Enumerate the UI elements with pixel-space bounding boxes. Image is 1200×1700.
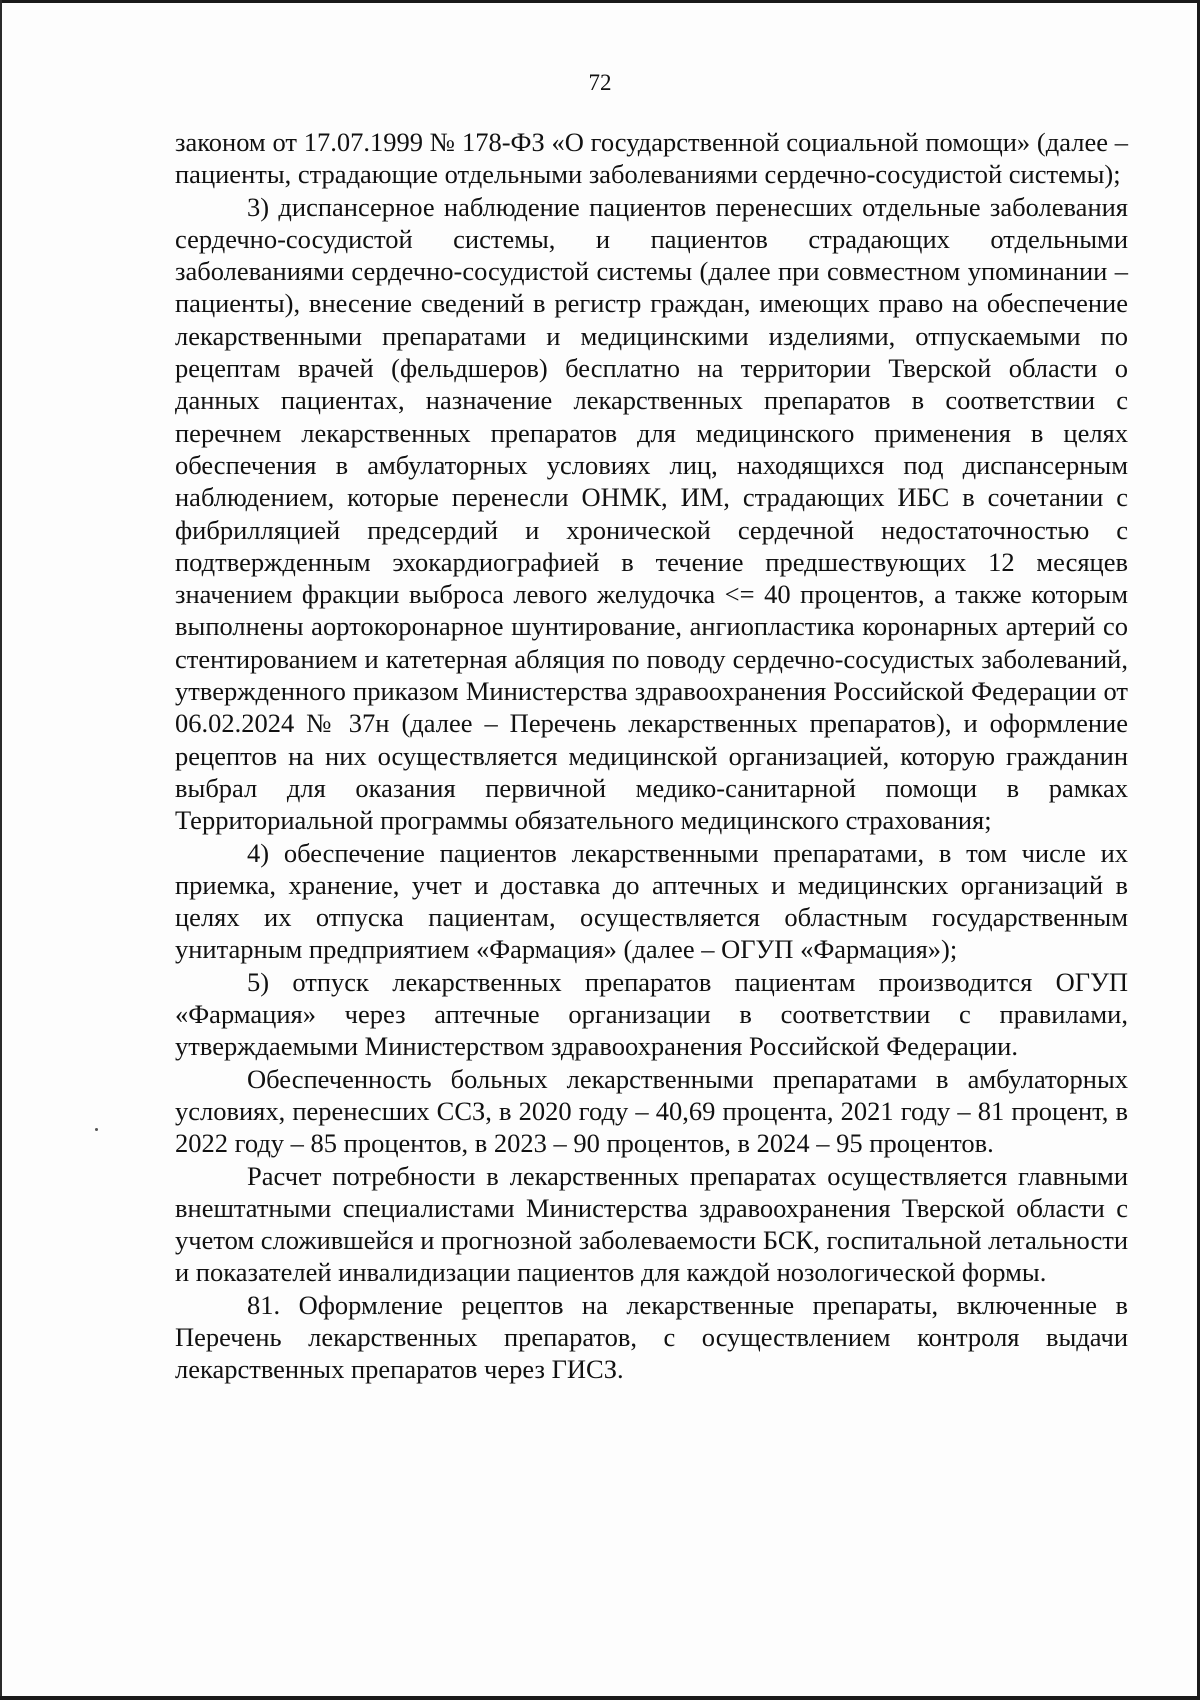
page-number: 72 — [588, 70, 612, 95]
paragraph-provision-rates: Обеспеченность больных лекарственными препаратами в амбулаторных условиях, перенесших ССЗ, в 2020 году – 40,69 процента, 2021 году – 81 процент, в 2022 году – 85 процентов, в 2023 – 90 процентов, в 2024 – 95 процентов. — [175, 1063, 1128, 1159]
scan-edge-top — [0, 0, 1200, 3]
scan-edge-left — [0, 0, 2, 1700]
paragraph-continuation: законом от 17.07.1999 № 178-ФЗ «О государственной социальной помощи» (далее – пациенты, страдающие отдельными заболеваниями сердечно-сосудистой системы); — [175, 127, 1128, 190]
paragraph-item-5: 5) отпуск лекарственных препаратов пациентам производится ОГУП «Фармация» через аптечные организации в соответствии с правилами, утверждаемыми Министерством здравоохранения Российской Федерации. — [175, 966, 1128, 1062]
paragraph-item-3: 3) диспансерное наблюдение пациентов перенесших отдельные заболевания сердечно-сосудистой системы, и пациентов страдающих отдельными заболеваниями сердечно-сосудистой системы (далее при совместном упоминании – пациенты), внесение сведений в регистр граждан, имеющих право на обеспечение лекарственными препаратами и медицинскими изделиями, отпускаемыми по рецептам врачей (фельдшеров) бесплатно на территории Тверской области о данных пациентах, назначение лекарственных препаратов в соответствии с перечнем лекарственных препаратов для медицинского применения в целях обеспечения в амбулаторных условиях лиц, находящихся под диспансерным наблюдением, которые перенесли ОНМК, ИМ, страдающих ИБС в сочетании с фибрилляцией предсердий и хронической сердечной недостаточностью с подтвержденным эхокардиографией в течение предшествующих 12 месяцев значением фракции выброса левого желудочка <= 40 процентов, а также которым выполнены аортокоронарное шунтирование, ангиопластика коронарных артерий со стентированием и катетерная абляция по поводу сердечно-сосудистых заболеваний, утвержденного приказом Министерства здравоохранения Российской Федерации от 06.02.2024 № 37н (далее – Перечень лекарственных препаратов), и оформление рецептов на них осуществляется медицинской организацией, которую гражданин выбрал для оказания первичной медико-санитарной помощи в рамках Территориальной программы обязательного медицинского страхования; — [175, 191, 1128, 836]
paragraph-item-4: 4) обеспечение пациентов лекарственными препаратами, в том числе их приемка, хранение, учет и доставка до аптечных и медицинских организаций в целях их отпуска пациентам, осуществляется областным государственным унитарным предприятием «Фармация» (далее – ОГУП «Фармация»); — [175, 837, 1128, 965]
paragraph-demand-calculation: Расчет потребности в лекарственных препаратах осуществляется главными внештатными специалистами Министерства здравоохранения Тверской области с учетом сложившейся и прогнозной заболеваемости БСК, госпитальной летальности и показателей инвалидизации пациентов для каждой нозологической формы. — [175, 1160, 1128, 1288]
scan-edge-bottom — [0, 1696, 1200, 1700]
scan-speck — [95, 1128, 98, 1131]
document-body — [175, 126, 1128, 1386]
paragraph-item-81: 81. Оформление рецептов на лекарственные препараты, включенные в Перечень лекарственных препаратов, с осуществлением контроля выдачи лекарственных препаратов через ГИСЗ. — [175, 1289, 1128, 1385]
